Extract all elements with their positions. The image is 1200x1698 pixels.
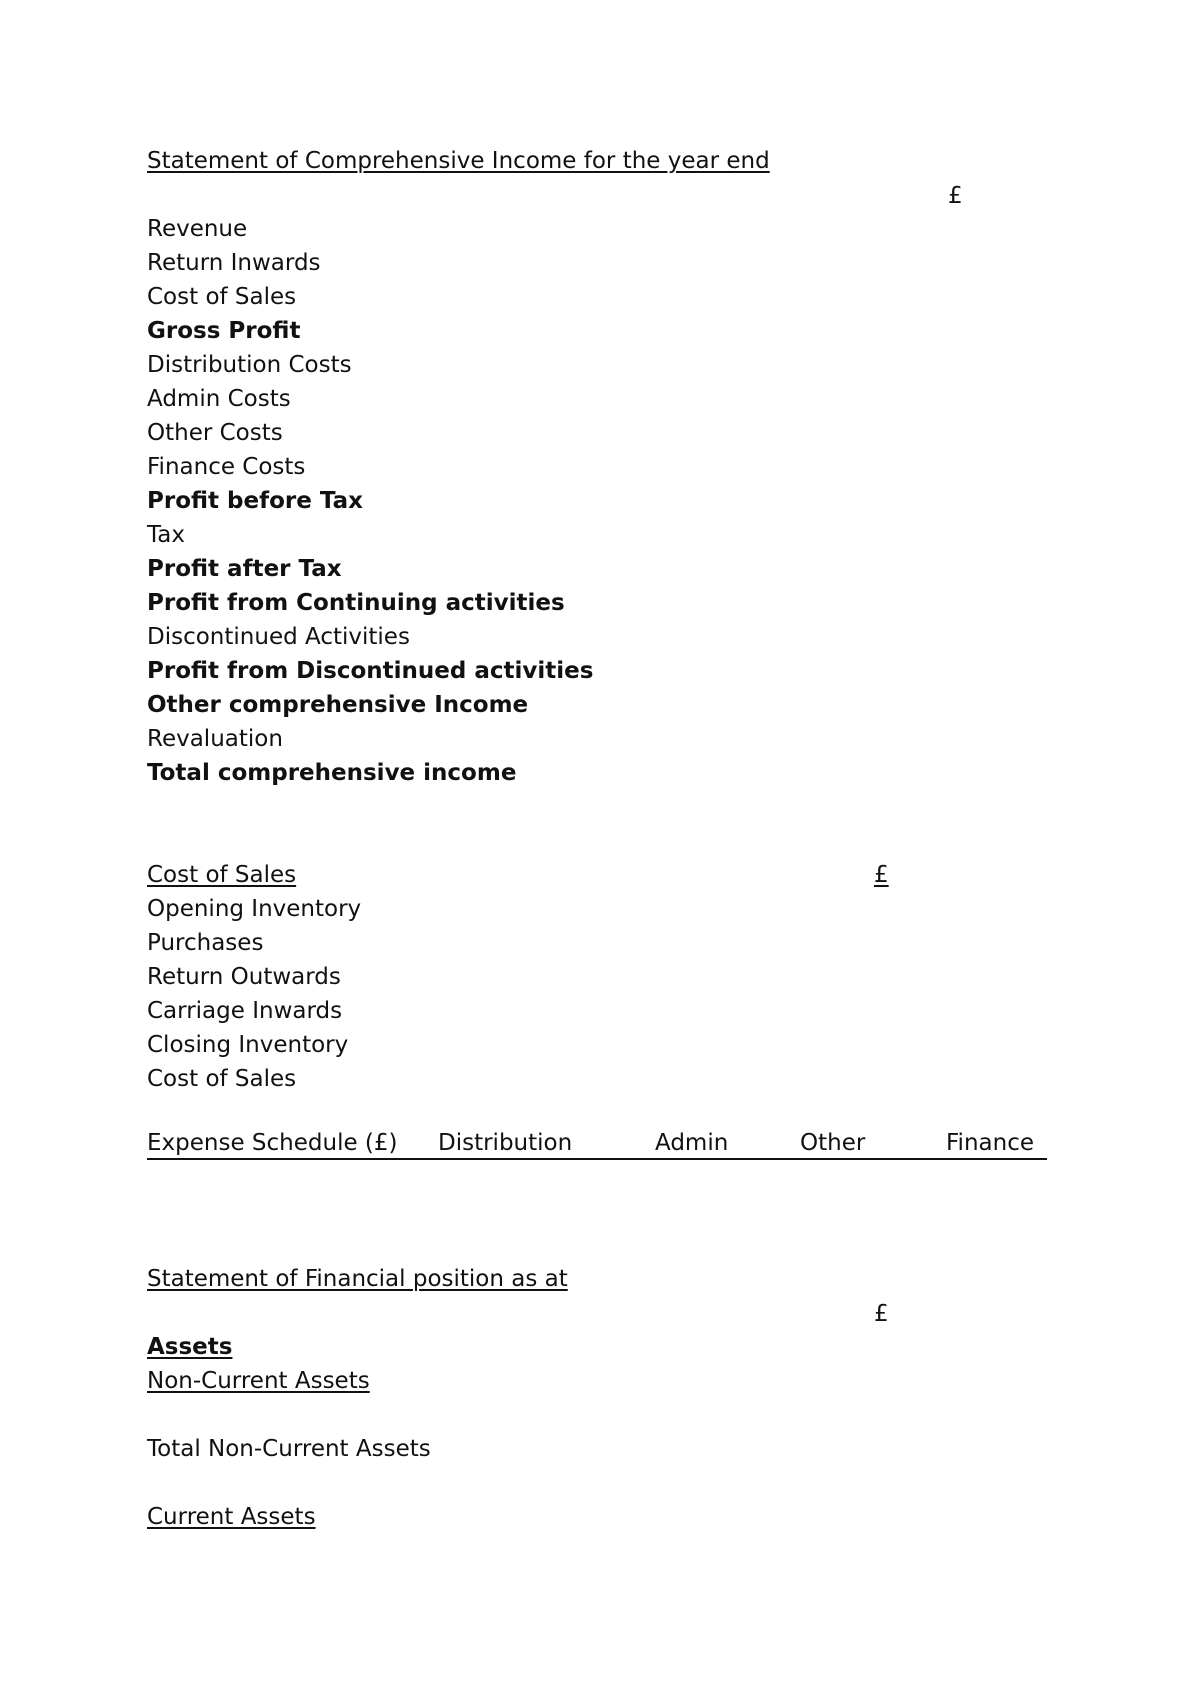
cos-row-carriage-inwards: Carriage Inwards <box>147 998 343 1024</box>
cos-row-opening-inventory: Opening Inventory <box>147 896 362 922</box>
income-row-other-comprehensive-income: Other comprehensive Income <box>147 692 529 718</box>
income-currency-label: £ <box>948 183 963 209</box>
income-row-profit-continuing: Profit from Continuing activities <box>147 590 565 616</box>
current-assets-heading: Current Assets <box>147 1504 316 1530</box>
expense-schedule-header <box>147 1132 1047 1162</box>
income-row-distribution-costs: Distribution Costs <box>147 352 352 378</box>
total-non-current-assets: Total Non-Current Assets <box>147 1436 431 1462</box>
income-row-profit-before-tax: Profit before Tax <box>147 488 363 514</box>
cos-row-cost-of-sales: Cost of Sales <box>147 1066 297 1092</box>
expense-col-finance: Finance <box>946 1130 1034 1156</box>
assets-heading: Assets <box>147 1334 233 1360</box>
income-row-gross-profit: Gross Profit <box>147 318 301 344</box>
cos-row-closing-inventory: Closing Inventory <box>147 1032 349 1058</box>
expense-col-other: Other <box>800 1130 866 1156</box>
income-row-profit-discontinued: Profit from Discontinued activities <box>147 658 594 684</box>
income-row-admin-costs: Admin Costs <box>147 386 291 412</box>
income-row-profit-after-tax: Profit after Tax <box>147 556 342 582</box>
income-row-discontinued-activities: Discontinued Activities <box>147 624 410 650</box>
income-statement-title: Statement of Comprehensive Income for the year end <box>147 148 770 174</box>
expense-schedule-title: Expense Schedule (£) <box>147 1130 398 1156</box>
expense-col-distribution: Distribution <box>438 1130 573 1156</box>
non-current-assets-heading: Non-Current Assets <box>147 1368 370 1394</box>
cost-of-sales-currency-label: £ <box>874 862 889 888</box>
cos-row-return-outwards: Return Outwards <box>147 964 341 990</box>
financial-position-currency-label: £ <box>874 1301 889 1327</box>
cost-of-sales-title: Cost of Sales <box>147 862 297 888</box>
income-row-cost-of-sales: Cost of Sales <box>147 284 297 310</box>
income-row-return-inwards: Return Inwards <box>147 250 321 276</box>
income-row-total-comprehensive-income: Total comprehensive income <box>147 760 517 786</box>
expense-header-underline <box>147 1158 1047 1160</box>
income-row-tax: Tax <box>147 522 185 548</box>
income-row-revaluation: Revaluation <box>147 726 283 752</box>
income-row-other-costs: Other Costs <box>147 420 283 446</box>
cos-row-purchases: Purchases <box>147 930 264 956</box>
income-row-revenue: Revenue <box>147 216 248 242</box>
income-row-finance-costs: Finance Costs <box>147 454 306 480</box>
financial-position-title: Statement of Financial position as at <box>147 1266 568 1292</box>
expense-col-admin: Admin <box>655 1130 729 1156</box>
